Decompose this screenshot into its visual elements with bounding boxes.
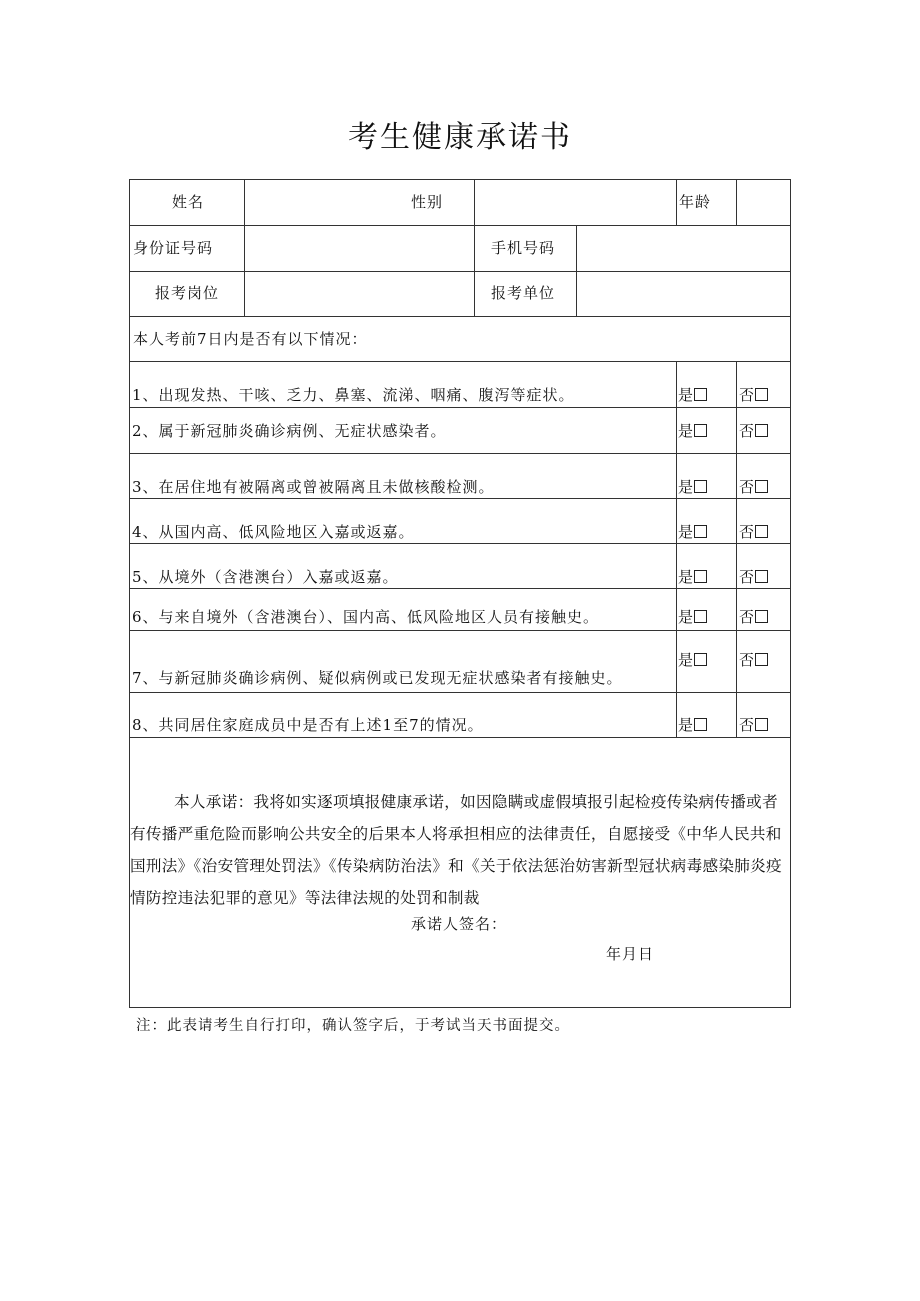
id-number-label: 身份证号码 (133, 239, 214, 257)
no-checkbox-4[interactable]: 否 (739, 525, 768, 540)
row-divider (130, 588, 790, 589)
gender-label: 性别 (411, 193, 444, 211)
row-divider (130, 543, 790, 544)
yes-checkbox-3[interactable]: 是 (678, 480, 707, 495)
col-divider (244, 180, 245, 316)
name-label: 姓名 (172, 193, 205, 211)
checkbox-icon (694, 570, 707, 583)
checkbox-icon (755, 570, 768, 583)
no-checkbox-6[interactable]: 否 (739, 610, 768, 625)
yes-checkbox-2[interactable]: 是 (678, 424, 707, 439)
yes-checkbox-4[interactable]: 是 (678, 525, 707, 540)
footnote: 注：此表请考生自行打印，确认签字后，于考试当天书面提交。 (136, 1018, 570, 1034)
question-8: 8、共同居住家庭成员中是否有上述1至7的情况。 (132, 716, 484, 734)
row-divider (130, 630, 790, 631)
no-checkbox-1[interactable]: 否 (739, 388, 768, 403)
checkbox-icon (694, 653, 707, 666)
checkbox-icon (694, 424, 707, 437)
question-2: 2、属于新冠肺炎确诊病例、无症状感染者。 (132, 422, 447, 440)
row-divider (130, 737, 790, 738)
row-divider (130, 316, 790, 317)
question-1: 1、出现发热、干咳、乏力、鼻塞、流涕、咽痛、腹泻等症状。 (132, 386, 575, 404)
row-divider (130, 361, 790, 362)
checkbox-icon (755, 610, 768, 623)
checkbox-icon (755, 525, 768, 538)
phone-label: 手机号码 (491, 239, 556, 257)
health-pledge-form (129, 179, 791, 1008)
no-checkbox-7[interactable]: 否 (739, 653, 768, 668)
no-checkbox-8[interactable]: 否 (739, 718, 768, 733)
yes-checkbox-1[interactable]: 是 (678, 388, 707, 403)
checkbox-icon (755, 480, 768, 493)
col-divider (576, 225, 577, 316)
checkbox-icon (694, 388, 707, 401)
yes-checkbox-7[interactable]: 是 (678, 653, 707, 668)
section-intro: 本人考前7日内是否有以下情况： (133, 330, 368, 348)
checkbox-icon (694, 610, 707, 623)
no-checkbox-3[interactable]: 否 (739, 480, 768, 495)
col-divider (474, 180, 475, 316)
question-4: 4、从国内高、低风险地区入嘉或返嘉。 (132, 523, 415, 541)
row-divider (130, 407, 790, 408)
yes-checkbox-5[interactable]: 是 (678, 570, 707, 585)
checkbox-icon (755, 424, 768, 437)
signature-label: 承诺人签名： (411, 915, 508, 933)
unit-label: 报考单位 (491, 284, 556, 302)
no-checkbox-5[interactable]: 否 (739, 570, 768, 585)
date-label: 年月日 (606, 945, 655, 963)
col-divider (676, 180, 677, 225)
yes-checkbox-6[interactable]: 是 (678, 610, 707, 625)
checkbox-icon (755, 653, 768, 666)
question-3: 3、在居住地有被隔离或曾被隔离且未做核酸检测。 (132, 478, 495, 496)
col-divider (736, 361, 737, 737)
col-divider (736, 180, 737, 225)
row-divider (130, 453, 790, 454)
col-divider (676, 361, 677, 737)
row-divider (130, 271, 790, 272)
row-divider (130, 225, 790, 226)
no-checkbox-2[interactable]: 否 (739, 424, 768, 439)
page-title: 考生健康承诺书 (348, 120, 572, 155)
question-5: 5、从境外（含港澳台）入嘉或返嘉。 (132, 568, 399, 586)
row-divider (130, 692, 790, 693)
question-7: 7、与新冠肺炎确诊病例、疑似病例或已发现无症状感染者有接触史。 (132, 669, 623, 687)
checkbox-icon (694, 480, 707, 493)
pledge-paragraph: 本人承诺：我将如实逐项填报健康承诺，如因隐瞒或虚假填报引起检疫传染病传播或者有传播严重危险而影响公共安全的后果本人将承担相应的法律责任，自愿接受《中华人民共和国刑法》《治安管理处罚法》《传染病防治法》和《关于依法惩治妨害新型冠状病毒感染肺炎疫情防控违法犯罪的意见》等法律法规的处罚和制裁 (130, 793, 782, 907)
age-label: 年龄 (679, 193, 712, 211)
checkbox-icon (755, 718, 768, 731)
checkbox-icon (694, 718, 707, 731)
position-label: 报考岗位 (155, 284, 220, 302)
yes-checkbox-8[interactable]: 是 (678, 718, 707, 733)
checkbox-icon (755, 388, 768, 401)
question-6: 6、与来自境外（含港澳台）、国内高、低风险地区人员有接触史。 (132, 608, 600, 626)
checkbox-icon (694, 525, 707, 538)
row-divider (130, 498, 790, 499)
